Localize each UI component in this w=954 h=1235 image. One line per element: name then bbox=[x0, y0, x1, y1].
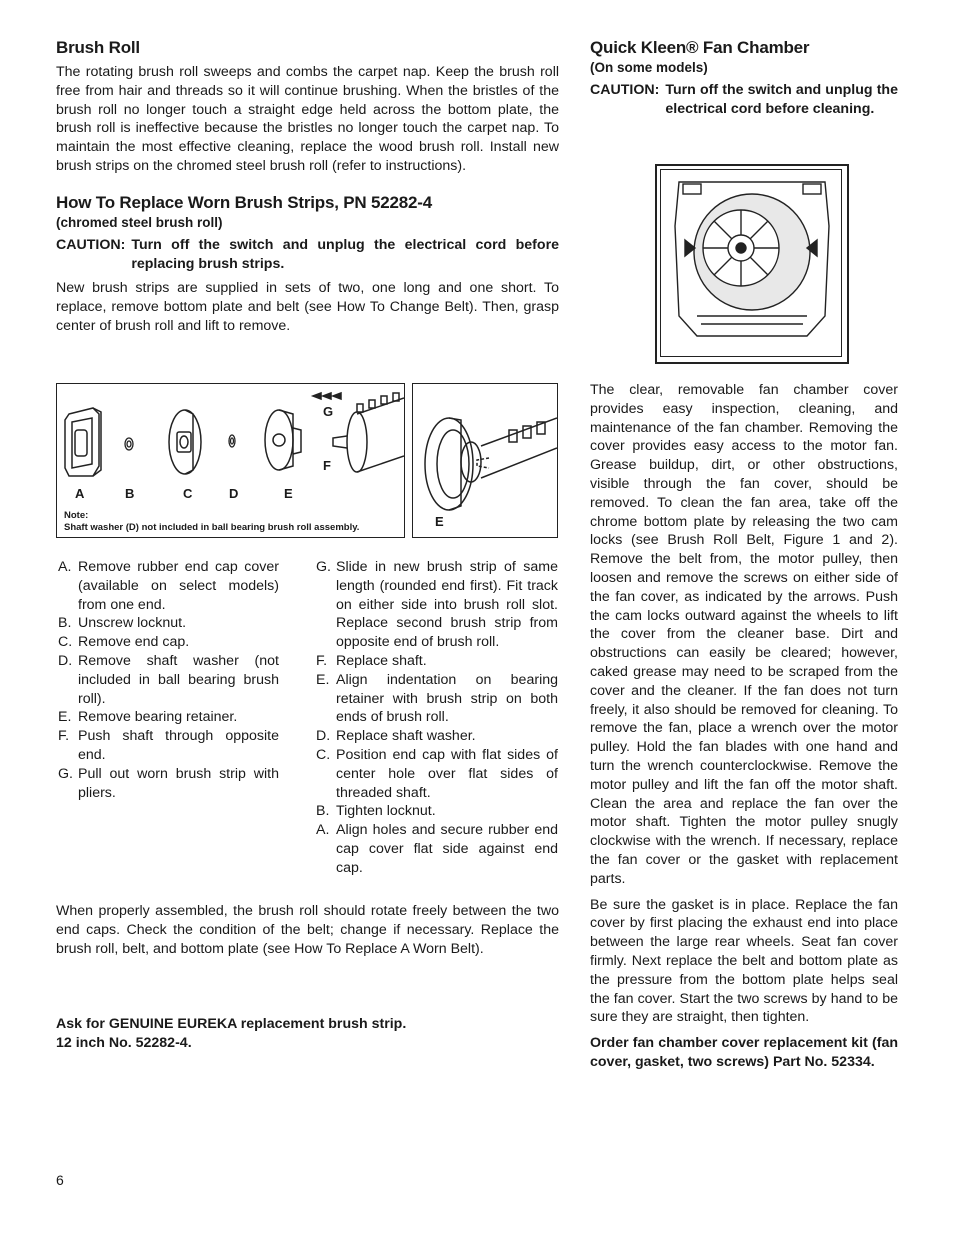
list-item: F. Push shaft through opposite end. bbox=[58, 728, 279, 763]
list-item: B. Tighten locknut. bbox=[316, 803, 436, 820]
fan-chamber-order-note: Order fan chamber cover replacement kit (fan cover, gasket, two screws) Part No. 52334. bbox=[590, 1035, 898, 1070]
replace-strips-heading: How To Replace Worn Brush Strips, PN 52282-4 bbox=[56, 192, 432, 212]
genuine-line-2: 12 inch No. 52282-4. bbox=[56, 1035, 192, 1051]
closeup-label-e: E bbox=[435, 514, 444, 529]
figure-label-b: B bbox=[125, 486, 135, 501]
list-item: C. Position end cap with flat sides of center hole over flat sides of threaded shaft. bbox=[316, 746, 558, 801]
caution-label: CAUTION: bbox=[590, 82, 660, 98]
figure-label-f: F bbox=[323, 458, 331, 473]
shaft-washer-drawing bbox=[229, 435, 235, 447]
list-item: F. Replace shaft. bbox=[316, 652, 427, 669]
figure-note-title: Note: bbox=[64, 510, 89, 521]
figure-label-g: G bbox=[323, 404, 334, 419]
list-item: E. Align indentation on bearing retainer with brush strip on both ends of brush roll. bbox=[316, 671, 558, 726]
list-item: A. Align holes and secure rubber end cap cover flat side against end cap. bbox=[316, 822, 558, 876]
left-column bbox=[56, 38, 559, 336]
list-item: D. Replace shaft washer. bbox=[316, 728, 476, 745]
fan-chamber-caution bbox=[590, 81, 898, 119]
genuine-parts-note bbox=[56, 1015, 406, 1053]
bearing-retainer-drawing bbox=[265, 410, 301, 470]
page-number: 6 bbox=[56, 1172, 64, 1188]
caution-text: Turn off the switch and unplug the electrical cord before replacing brush strips. bbox=[131, 236, 559, 272]
end-cap-drawing bbox=[169, 410, 201, 474]
list-item: E. Remove bearing retainer. bbox=[58, 709, 238, 726]
fan-chamber-illustration bbox=[657, 166, 847, 362]
replace-strips-subtitle: (chromed steel brush roll) bbox=[56, 214, 223, 230]
list-item: A. Remove rubber end cap cover (available on select models) from one end. bbox=[58, 559, 279, 613]
figure-label-e: E bbox=[284, 486, 293, 501]
replace-strips-caution bbox=[56, 236, 559, 274]
figure-label-c: C bbox=[183, 486, 193, 501]
genuine-line-1: Ask for GENUINE EUREKA replacement brush strip. bbox=[56, 1016, 407, 1032]
figure-label-a: A bbox=[75, 486, 85, 501]
brush-roll-body: The rotating brush roll sweeps and combs the carpet nap. Keep the brush roll free from hair and threads so it will continue brushing. When the bristles of the brush roll no longer touch a straight edge held across the bottom plate, the brush roll is ineffective because the bristles no longer touch the carpet nap. To maintain the most effective cleaning, replace the wood brush roll. Install new brush strips on the chromed steel brush roll (refer to instructions). bbox=[56, 64, 559, 174]
assembled-paragraph: When properly assembled, the brush roll should rotate freely between the two end caps. Check the condition of the belt; change if necessary. Replace the brush roll, belt, and bottom plate (see How To Replace A Worn Belt). bbox=[56, 903, 559, 957]
steps-install-list bbox=[316, 558, 558, 878]
caution-label: CAUTION: bbox=[56, 236, 126, 253]
end-cap-closeup-figure bbox=[412, 383, 558, 538]
brush-roll-parts-illustration bbox=[57, 384, 404, 537]
list-item: G. Slide in new brush strip of same length (rounded end first). Fit track on either side into brush roll slot. Replace second brush strip from opposite end of brush roll. bbox=[316, 559, 558, 651]
brush-roll-parts-figure bbox=[56, 383, 405, 538]
figure-note-text: Shaft washer (D) not included in ball bearing brush roll assembly. bbox=[64, 522, 360, 533]
caution-text: Turn off the switch and unplug the electrical cord before cleaning. bbox=[665, 82, 898, 117]
list-item: B. Unscrew locknut. bbox=[58, 615, 187, 632]
locknut-drawing bbox=[125, 438, 133, 450]
figure-label-d: D bbox=[229, 486, 239, 501]
brush-roll-heading: Brush Roll bbox=[56, 38, 140, 57]
fan-chamber-heading: Quick Kleen® Fan Chamber bbox=[590, 38, 810, 57]
right-column bbox=[590, 38, 898, 125]
fan-chamber-paragraph-1: The clear, removable fan chamber cover provides easy inspection, cleaning, and maintenance of the fan chamber. Removing the cover provides easy access to the motor fan. Grease buildup, dirt, or other obstructions, visible through the fan cover, should be removed. To clean the fan area, take off the chrome bottom plate by releasing the two cam locks (see Brush Roll Belt, Figure 1 and 2). Remove the belt from, the motor pulley, then loosen and remove the screws on either side of the fan cover, as indicated by the arrows. Push the cam locks outward against the wheels to lift the cover from the cleaner base. Dirt and obstructions can easily be cleared; however, caked grease may need to be scraped from the cover and the cleaner. If the fan does not turn freely, it also should be removed for cleaning. To remove the fan, place a wrench over the motor pulley. Hold the fan blades with one hand and turn the wrench counterclockwise. Remove the motor pulley and lift the fan off the motor shaft. Clean the area and replace the fan over the motor shaft. Tighten the motor pulley snugly clockwise with the wrench. If necessary, replace the fan cover or the gasket with replacement parts. bbox=[590, 382, 898, 887]
fan-chamber-paragraph-2: Be sure the gasket is in place. Replace the fan cover by first placing the exhaust end into place between the large rear wheels. Seat fan cover firmly. Next replace the belt and bottom plate as the pressure from the bottom plate helps seal the fan cover. Start the two screws by hand to be sure they are straight, then tighten. bbox=[590, 896, 898, 1026]
list-item: C. Remove end cap. bbox=[58, 634, 190, 651]
fan-chamber-text bbox=[590, 381, 898, 1072]
list-item: G. Pull out worn brush strip with pliers. bbox=[58, 765, 279, 801]
fan-chamber-subtitle: (On some models) bbox=[590, 60, 708, 75]
end-cap-cover-drawing bbox=[65, 408, 101, 476]
fan-chamber-figure bbox=[655, 164, 849, 364]
steps-removal-list bbox=[58, 558, 279, 802]
list-item: D. Remove shaft washer (not included in ball bearing brush roll). bbox=[58, 652, 279, 707]
replace-strips-body: New brush strips are supplied in sets of two, one long and one short. To replace, remove bottom plate and belt (see How To Change Belt). Then, grasp center of brush roll and lift to remove. bbox=[56, 280, 559, 334]
